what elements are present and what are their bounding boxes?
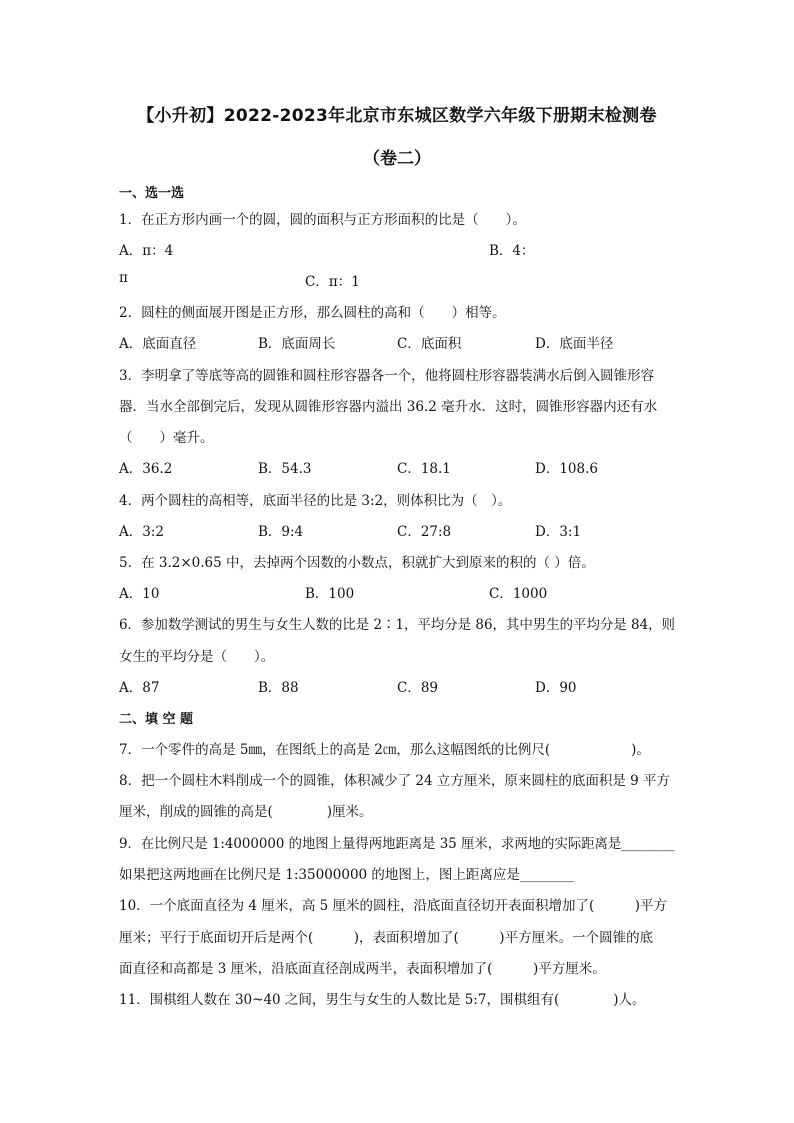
question-5-option-b: B．100 xyxy=(305,586,355,602)
question-7: 7．一个零件的高是 5㎜，在图纸上的高是 2㎝，那么这幅图纸的比例尺( )。 xyxy=(119,742,650,758)
question-3-option-d: D．108.6 xyxy=(535,461,598,477)
question-10-line-2: 厘米；平行于底面切开后是两个( )，表面积增加了( )平方厘米。一个圆锥的底 xyxy=(119,930,654,946)
section-heading-choice: 一、选一选 xyxy=(119,186,185,201)
question-8-line-2: 厘米，削成的圆锥的高是( )厘米。 xyxy=(119,804,373,820)
question-4-option-a: A．3:2 xyxy=(119,524,164,540)
question-3-line-1: 3．李明拿了等底等高的圆锥和圆柱形容器各一个，他将圆柱形容器装满水后倒入圆锥形容 xyxy=(119,368,655,384)
question-6-option-c: C．89 xyxy=(397,680,439,696)
question-2-option-a: A．底面直径 xyxy=(119,336,197,352)
question-6-line-1: 6．参加数学测试的男生与女生人数的比是 2∶1，平均分是 86，其中男生的平均分是 84，则 xyxy=(119,617,675,633)
exam-title: 【小升初】2022-2023年北京市东城区数学六年级下册期末检测卷 xyxy=(137,106,657,126)
section-heading-fill: 二、填 空 题 xyxy=(119,712,194,727)
question-4-stem: 4．两个圆柱的高相等，底面半径的比是 3:2，则体积比为（ ）。 xyxy=(119,493,512,509)
question-10-line-1: 10．一个底面直径为 4 厘米，高 5 厘米的圆柱，沿底面直径切开表面积增加了( )平方 xyxy=(119,898,668,914)
question-3-option-b: B．54.3 xyxy=(258,461,312,477)
question-6-option-d: D．90 xyxy=(535,680,577,696)
question-1-stem: 1．在正方形内画一个的圆，圆的面积与正方形面积的比是（ ）。 xyxy=(119,212,526,228)
question-1-option-c: C．π：1 xyxy=(305,274,360,290)
question-5-stem: 5．在 3.2×0.65 中，去掉两个因数的小数点，积就扩大到原来的积的（ ）倍。 xyxy=(119,555,595,571)
question-4-option-c: C．27:8 xyxy=(397,524,452,540)
question-4-option-d: D．3:1 xyxy=(535,524,582,540)
question-3-option-a: A．36.2 xyxy=(119,461,173,477)
question-3-line-2: 器．当水全部倒完后，发现从圆锥形容器内溢出 36.2 毫升水．这时，圆锥形容器内还有水 xyxy=(119,399,658,415)
question-1-option-a: A．π：4 xyxy=(119,243,174,259)
question-11: 11．围棋组人数在 30~40 之间，男生与女生的人数比是 5:7，围棋组有( )人。 xyxy=(119,992,646,1008)
question-4-option-b: B．9:4 xyxy=(258,524,304,540)
question-5-option-a: A．10 xyxy=(119,586,160,602)
question-6-option-a: A．87 xyxy=(119,680,160,696)
question-8-line-1: 8．把一个圆柱木料削成一个的圆锥，体积减少了 24 立方厘米，原来圆柱的底面积是 9 平方 xyxy=(119,773,671,789)
question-9-line-1: 9．在比例尺是 1:4000000 的地图上量得两地距离是 35 厘米，求两地的实际距离是________ xyxy=(119,836,675,852)
question-1-option-b: B．4： xyxy=(489,243,535,259)
question-3-option-c: C．18.1 xyxy=(397,461,451,477)
question-2-option-c: C．底面积 xyxy=(397,336,462,352)
question-3-line-3: （ ）毫升。 xyxy=(119,430,214,446)
question-2-option-b: B．底面周长 xyxy=(258,336,336,352)
question-6-option-b: B．88 xyxy=(258,680,299,696)
question-2-option-d: D．底面半径 xyxy=(535,336,614,352)
question-2-stem: 2．圆柱的侧面展开图是正方形，那么圆柱的高和（ ）相等。 xyxy=(119,305,506,321)
question-6-line-2: 女生的平均分是（ ）。 xyxy=(119,649,275,665)
question-5-option-c: C．1000 xyxy=(489,586,548,602)
exam-subtitle: （卷二） xyxy=(363,149,431,169)
question-9-line-2: 如果把这两地画在比例尺是 1:35000000 的地图上，图上距离应是________ xyxy=(119,867,574,883)
question-10-line-3: 面直径和高都是 3 厘米，沿底面直径剖成两半，表面积增加了( )平方厘米。 xyxy=(119,961,606,977)
question-1-option-b-cont: π xyxy=(119,270,128,286)
